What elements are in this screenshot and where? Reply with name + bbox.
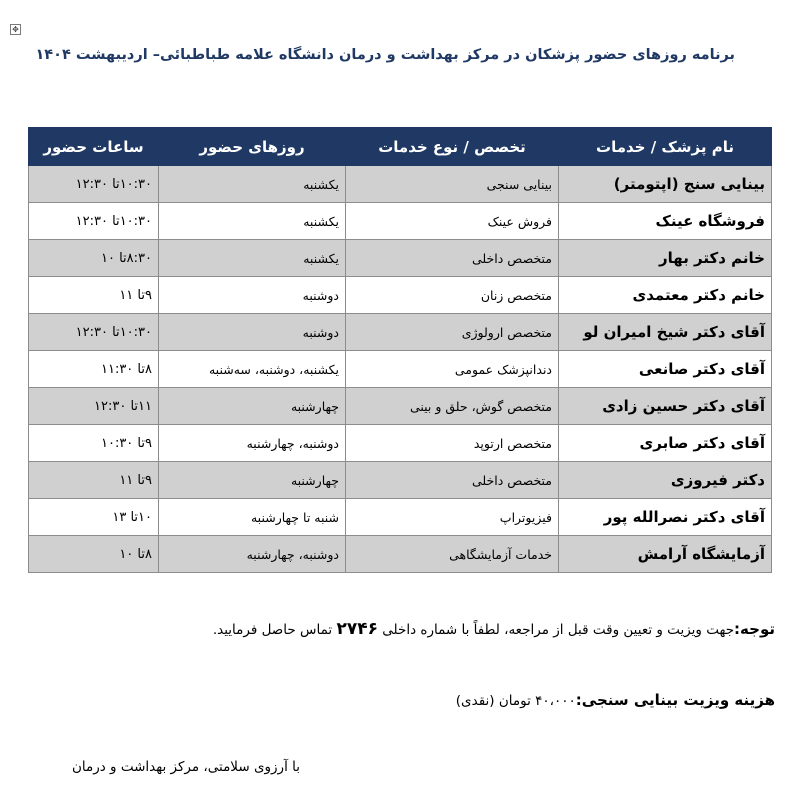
cell-hours: ۹تا ۱۱	[29, 462, 159, 499]
cell-specialty: متخصص ارتوپد	[346, 425, 559, 462]
table-row	[29, 240, 772, 277]
cell-days: یکشنبه	[159, 166, 346, 203]
cell-specialty: متخصص زنان	[346, 277, 559, 314]
cell-hours: ۸:۳۰تا ۱۰	[29, 240, 159, 277]
closing-text: با آرزوی سلامتی، مرکز بهداشت و درمان	[71, 759, 300, 775]
cell-hours: ۱۱تا ۱۲:۳۰	[29, 388, 159, 425]
table-row	[29, 425, 772, 462]
cell-days: چهارشنبه	[159, 388, 346, 425]
table-row	[29, 314, 772, 351]
header-specialty: تخصص / نوع خدمات	[346, 128, 559, 166]
header-days: روزهای حضور	[159, 128, 346, 166]
cell-days: شنبه تا چهارشنبه	[159, 499, 346, 536]
table-row	[29, 499, 772, 536]
cell-specialty: فروش عینک	[346, 203, 559, 240]
cell-days: یکشنبه، دوشنبه، سه‌شنبه	[159, 351, 346, 388]
header-name: نام پزشک / خدمات	[559, 128, 772, 166]
table-row	[29, 536, 772, 573]
note-text-before: جهت ویزیت و تعیین وقت قبل از مراجعه، لطفاً با شماره داخلی	[377, 622, 735, 638]
table-row	[29, 462, 772, 499]
cell-days: دوشنبه، چهارشنبه	[159, 425, 346, 462]
table-row	[29, 166, 772, 203]
visit-cost	[30, 686, 775, 715]
cell-specialty: متخصص گوش، حلق و بینی	[346, 388, 559, 425]
cell-hours: ۸تا ۱۰	[29, 536, 159, 573]
cell-specialty: بینایی سنجی	[346, 166, 559, 203]
cell-specialty: متخصص داخلی	[346, 240, 559, 277]
cell-name: آزمایشگاه آرامش	[559, 536, 772, 573]
cell-name: دکتر فیروزی	[559, 462, 772, 499]
appointment-note	[30, 615, 775, 644]
table-row	[29, 388, 772, 425]
table-row	[29, 203, 772, 240]
cell-days: یکشنبه	[159, 240, 346, 277]
cell-days: دوشنبه	[159, 314, 346, 351]
cell-specialty: متخصص ارولوژی	[346, 314, 559, 351]
table-row	[29, 277, 772, 314]
cell-specialty: متخصص داخلی	[346, 462, 559, 499]
cell-specialty: دندانپزشک عمومی	[346, 351, 559, 388]
table-row	[29, 351, 772, 388]
cell-name: آقای دکتر حسین زادی	[559, 388, 772, 425]
cell-specialty: فیزیوتراپ	[346, 499, 559, 536]
cell-days: یکشنبه	[159, 203, 346, 240]
schedule-table	[28, 127, 772, 573]
cell-name: خانم دکتر بهار	[559, 240, 772, 277]
cost-label: هزینه ویزیت بینایی سنجی:	[575, 691, 775, 709]
cell-hours: ۹تا ۱۱	[29, 277, 159, 314]
cell-name: فروشگاه عینک	[559, 203, 772, 240]
note-text-after: تماس حاصل فرمایید.	[212, 622, 337, 638]
cell-name: آقای دکتر شیخ امیران لو	[559, 314, 772, 351]
cell-name: خانم دکتر معتمدی	[559, 277, 772, 314]
cell-name: آقای دکتر صابری	[559, 425, 772, 462]
cell-hours: ۱۰تا ۱۳	[29, 499, 159, 536]
cell-hours: ۱۰:۳۰تا ۱۲:۳۰	[29, 203, 159, 240]
cell-hours: ۸تا ۱۱:۳۰	[29, 351, 159, 388]
cell-name: آقای دکتر نصرالله پور	[559, 499, 772, 536]
note-label: توجه:	[734, 620, 775, 638]
cell-hours: ۱۰:۳۰تا ۱۲:۳۰	[29, 314, 159, 351]
cell-days: دوشنبه، چهارشنبه	[159, 536, 346, 573]
cell-name: آقای دکتر صانعی	[559, 351, 772, 388]
table-move-handle-icon[interactable]: ✥	[10, 24, 21, 35]
cost-value: ۴۰،۰۰۰ تومان (نقدی)	[455, 693, 576, 709]
page-title: برنامه روزهای حضور پزشکان در مرکز بهداشت و درمان دانشگاه علامه طباطبائی– اردیبهشت ۱۴۰۴	[35, 47, 735, 63]
cell-specialty: خدمات آزمایشگاهی	[346, 536, 559, 573]
cell-hours: ۹تا ۱۰:۳۰	[29, 425, 159, 462]
header-hours: ساعات حضور	[29, 128, 159, 166]
extension-number: ۲۷۴۶	[336, 619, 378, 639]
cell-days: چهارشنبه	[159, 462, 346, 499]
cell-days: دوشنبه	[159, 277, 346, 314]
table-header-row	[29, 128, 772, 166]
cell-name: بینایی سنج (اپتومتر)	[559, 166, 772, 203]
cell-hours: ۱۰:۳۰تا ۱۲:۳۰	[29, 166, 159, 203]
